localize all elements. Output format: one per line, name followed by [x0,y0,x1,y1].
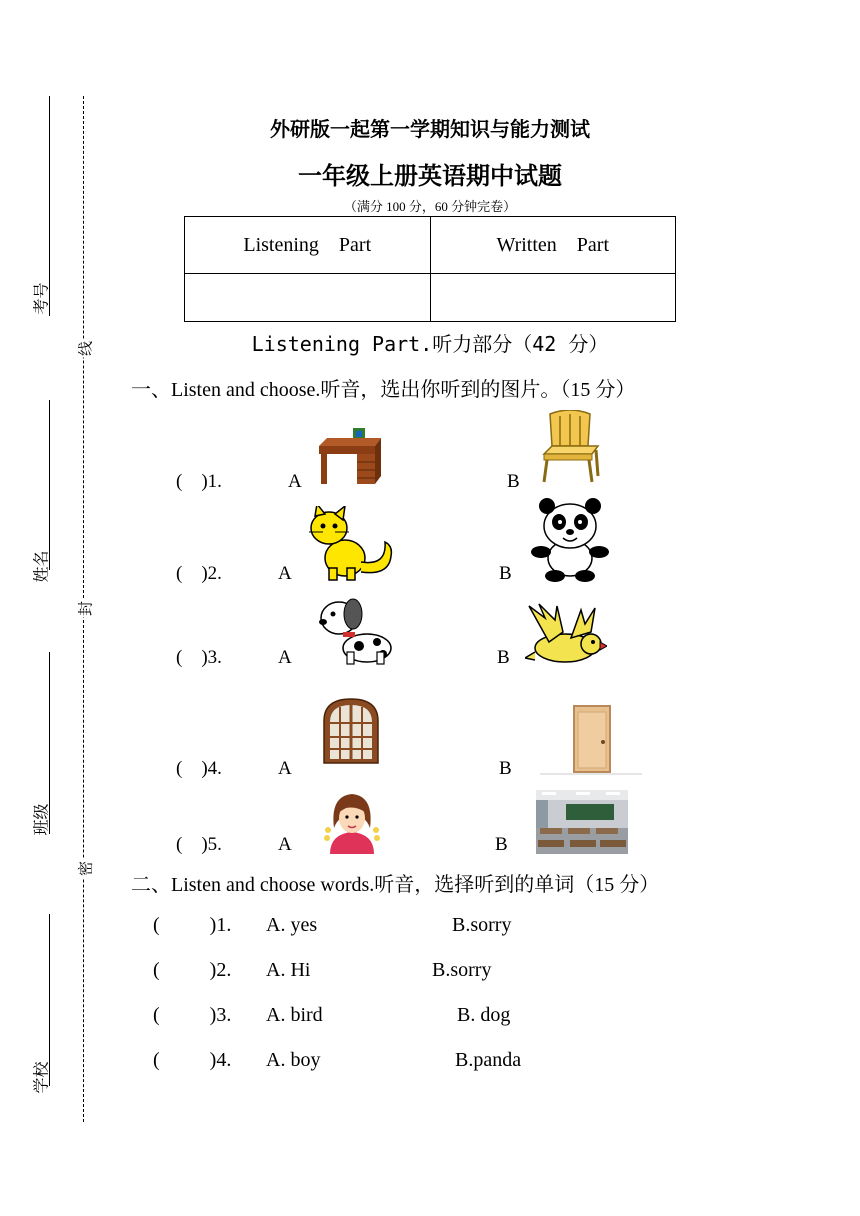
option-b-label: B [497,647,510,668]
label-class: 班级 [31,803,51,836]
option-a-label: A [278,758,292,779]
option-a-label: A [278,647,292,668]
label-name: 姓名 [31,550,51,583]
door-picture[interactable] [540,704,642,776]
score-header-listening: Listening Part [185,217,431,274]
seal-char-secret: 密 [76,861,95,877]
question-number: ( )4. [153,1049,232,1071]
option-a-word: A. yes [266,914,318,936]
desk-picture[interactable] [317,428,383,488]
blank-line [49,400,50,570]
bird-picture[interactable] [525,602,607,668]
option-b-word: B. dog [457,1004,511,1026]
question-number: ( )4. [176,758,222,779]
section1-title: 一、Listen and choose.听音，选出你听到的图片。（15 分） [131,379,636,401]
label-exam-number: 考号 [31,282,51,315]
blank-line [49,914,50,1086]
score-header-written: Written Part [430,217,676,274]
part-title: Listening Part.听力部分（42 分） [251,332,609,356]
cat-picture[interactable] [305,506,397,582]
seal-char-seal: 封 [76,601,95,617]
option-b-word: B.sorry [432,959,492,981]
question-number: ( )1. [153,914,232,936]
option-b-word: B.panda [455,1049,522,1071]
option-a-word: A. boy [266,1049,321,1071]
exam-title: 外研版一起第一学期知识与能力测试 [270,117,590,141]
question-number: ( )3. [176,647,222,668]
option-a-word: A. Hi [266,959,311,981]
question-number: ( )3. [153,1004,232,1026]
question-number: ( )5. [176,834,222,855]
option-a-label: A [278,834,292,855]
chair-picture[interactable] [538,410,604,484]
option-b-word: B.sorry [452,914,512,936]
option-b-label: B [499,758,512,779]
panda-picture[interactable] [527,498,613,582]
exam-subtitle: 一年级上册英语期中试题 [298,162,562,190]
question-number: ( )1. [176,471,222,492]
question-number: ( )2. [153,959,232,981]
option-b-label: B [499,563,512,584]
girl-picture[interactable] [322,790,382,854]
seal-char-line: 线 [76,341,95,357]
window-picture[interactable] [322,697,380,765]
option-b-label: B [495,834,508,855]
classroom-picture[interactable] [536,790,628,854]
section2-title: 二、Listen and choose words.听音，选择听到的单词（15 分） [131,874,660,896]
option-b-label: B [507,471,520,492]
score-cell-listening[interactable] [185,274,431,322]
exam-note: （满分 100 分，60 分钟完卷） [343,199,517,214]
score-table [184,216,676,322]
question-number: ( )2. [176,563,222,584]
label-school: 学校 [31,1061,51,1094]
dog-picture[interactable] [317,596,395,666]
option-a-label: A [288,471,302,492]
option-a-word: A. bird [266,1004,323,1026]
score-cell-written[interactable] [430,274,676,322]
option-a-label: A [278,563,292,584]
